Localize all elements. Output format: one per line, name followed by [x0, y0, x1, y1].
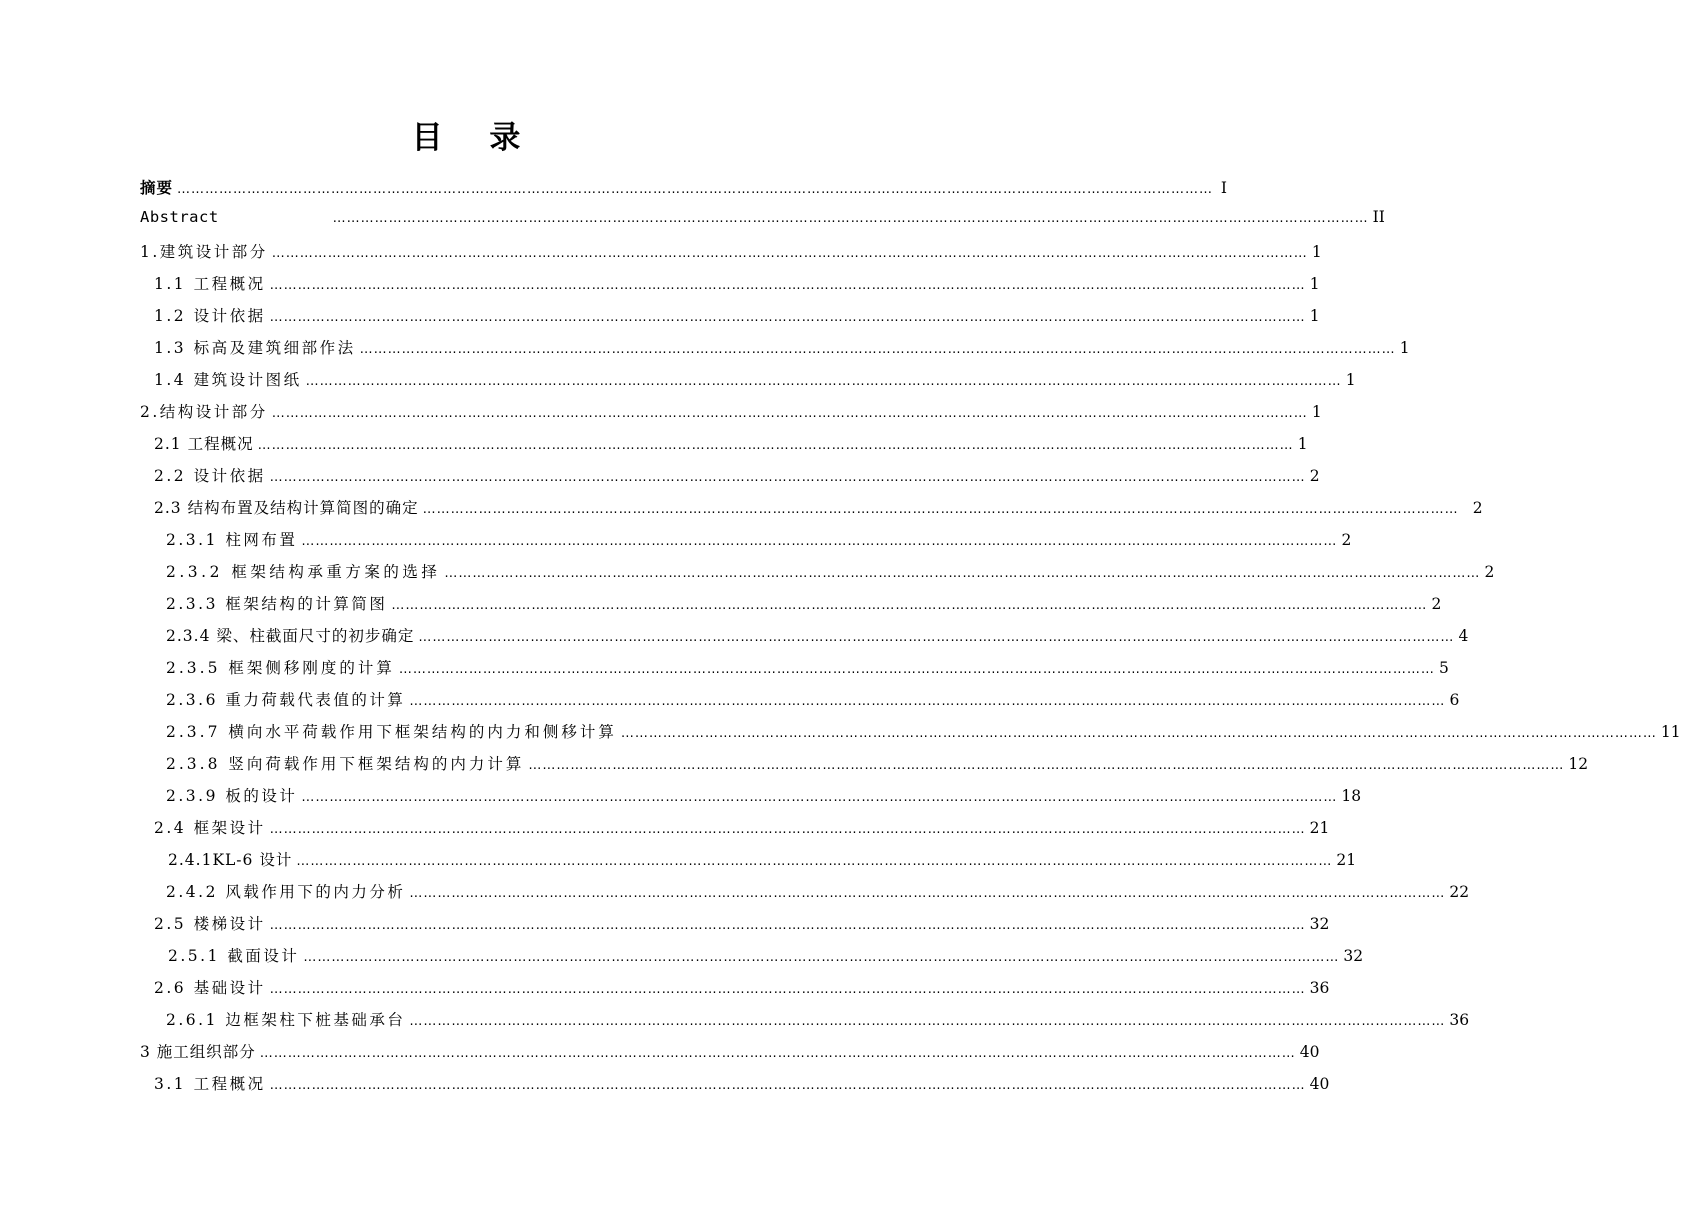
- toc-leader: ……………………………………………………………………………………………………………………………………………………………………………………………………: [269, 310, 1306, 325]
- toc-entry[interactable]: [140, 176, 1228, 204]
- toc-label: 1.1 工程概况: [154, 275, 266, 293]
- toc-entry[interactable]: [166, 656, 1449, 684]
- toc-entry[interactable]: [166, 624, 1469, 652]
- toc-label: 2.5.1 截面设计: [168, 947, 300, 965]
- toc-entry[interactable]: [168, 944, 1364, 972]
- toc-leader: ……………………………………………………………………………………………………………………………………………………………………………………………………: [418, 630, 1455, 645]
- toc-leader: ……………………………………………………………………………………………………………………………………………………………………………………………………: [269, 278, 1306, 293]
- toc-leader: ……………………………………………………………………………………………………………………………………………………………………………………………………: [301, 534, 1338, 549]
- toc-leader: ……………………………………………………………………………………………………………………………………………………………………………………………………: [305, 374, 1342, 389]
- toc-page: 1: [1311, 243, 1322, 261]
- toc-label: 1.2 设计依据: [154, 307, 266, 325]
- toc-label: 2.3.7 横向水平荷载作用下框架结构的内力和侧移计算: [166, 723, 617, 741]
- toc-page: 5: [1439, 659, 1449, 677]
- toc-page: 11: [1660, 723, 1681, 741]
- toc-label: 1.3 标高及建筑细部作法: [154, 339, 356, 357]
- toc-label: 2.3.5 框架侧移刚度的计算: [166, 659, 395, 677]
- toc-leader: ……………………………………………………………………………………………………………………………………………………………………………………………………: [301, 790, 1338, 805]
- toc-label: 2.4.1KL-6 设计: [168, 851, 293, 869]
- toc-page: 1: [1399, 339, 1410, 357]
- toc-entry[interactable]: [154, 464, 1320, 492]
- toc-entry[interactable]: [154, 304, 1320, 332]
- toc-leader: ……………………………………………………………………………………………………………………………………………………………………………………………………: [528, 758, 1565, 773]
- toc-leader: ……………………………………………………………………………………………………………………………………………………………………………………………………: [259, 1046, 1296, 1061]
- toc-page: 32: [1309, 915, 1330, 933]
- toc-label: 2.3.8 竖向荷载作用下框架结构的内力计算: [166, 755, 525, 773]
- toc-leader: ……………………………………………………………………………………………………………………………………………………………………………………………………: [269, 918, 1306, 933]
- toc-page: 2: [1431, 595, 1442, 613]
- toc-page: 2: [1309, 467, 1320, 485]
- toc-label: 2.结构设计部分: [140, 403, 268, 421]
- toc-page: 1: [1311, 403, 1322, 421]
- toc-page: II: [1372, 208, 1385, 226]
- toc-entry[interactable]: [154, 496, 1483, 524]
- toc-page: 21: [1336, 851, 1357, 869]
- toc-page: 2: [1341, 531, 1352, 549]
- toc-entry[interactable]: [154, 432, 1308, 460]
- toc-leader: ……………………………………………………………………………………………………………………………………………………………………………………………………: [391, 598, 1428, 613]
- toc-entry[interactable]: [166, 784, 1362, 812]
- toc-leader: ……………………………………………………………………………………………………………………………………………………………………………………………………: [257, 438, 1294, 453]
- toc-page: 40: [1299, 1043, 1320, 1061]
- toc-label: 2.3.4 梁、柱截面尺寸的初步确定: [166, 627, 415, 645]
- toc-entry[interactable]: [166, 752, 1589, 780]
- toc-leader: ……………………………………………………………………………………………………………………………………………………………………………………………………: [269, 982, 1306, 997]
- toc-entry[interactable]: [140, 208, 1385, 236]
- toc-leader: ……………………………………………………………………………………………………………………………………………………………………………………………………: [269, 822, 1306, 837]
- toc-label: 2.3.3 框架结构的计算简图: [166, 595, 388, 613]
- toc-page: 2: [1484, 563, 1495, 581]
- toc-entry[interactable]: [154, 912, 1330, 940]
- toc-page: 22: [1449, 883, 1470, 901]
- toc-page: 40: [1309, 1075, 1330, 1093]
- toc-label: 2.4.2 风载作用下的内力分析: [166, 883, 406, 901]
- toc-label: 摘要: [140, 179, 174, 197]
- toc-entry[interactable]: [154, 336, 1410, 364]
- toc-label: Abstract: [140, 208, 219, 226]
- toc-page: 21: [1309, 819, 1330, 837]
- toc-leader: ……………………………………………………………………………………………………………………………………………………………………………………………………: [359, 342, 1396, 357]
- toc-entry[interactable]: [154, 1072, 1330, 1100]
- toc-leader: ……………………………………………………………………………………………………………………………………………………………………………………………………: [271, 406, 1308, 421]
- toc-page: 1: [1309, 275, 1320, 293]
- toc-page: 18: [1341, 787, 1362, 805]
- toc-entry[interactable]: [166, 1008, 1470, 1036]
- toc-leader: ……………………………………………………………………………………………………………………………………………………………………………………………………: [177, 182, 1214, 197]
- toc-page: 36: [1309, 979, 1330, 997]
- toc-page: 6: [1449, 691, 1460, 709]
- toc-page: 32: [1343, 947, 1364, 965]
- page-title: 目 录: [411, 120, 539, 156]
- toc-leader: ……………………………………………………………………………………………………………………………………………………………………………………………………: [296, 854, 1333, 869]
- toc-leader: ……………………………………………………………………………………………………………………………………………………………………………………………………: [398, 662, 1435, 677]
- toc-leader: ……………………………………………………………………………………………………………………………………………………………………………………………………: [269, 1078, 1306, 1093]
- toc-page: 2: [1472, 499, 1483, 517]
- toc-label: 2.1 工程概况: [154, 435, 254, 453]
- toc-leader: ……………………………………………………………………………………………………………………………………………………………………………………………………: [444, 566, 1481, 581]
- toc-leader: ……………………………………………………………………………………………………………………………………………………………………………………………………: [422, 502, 1459, 517]
- toc-page: 4: [1458, 627, 1469, 645]
- toc-entry[interactable]: [166, 560, 1495, 588]
- toc-label: 2.3.2 框架结构承重方案的选择: [166, 563, 441, 581]
- toc-page: I: [1220, 179, 1228, 197]
- toc-label: 1.4 建筑设计图纸: [154, 371, 302, 389]
- toc-entry[interactable]: [154, 272, 1320, 300]
- toc-leader: ……………………………………………………………………………………………………………………………………………………………………………………………………: [409, 886, 1446, 901]
- toc-page: 1: [1297, 435, 1308, 453]
- toc-leader: ……………………………………………………………………………………………………………………………………………………………………………………………………: [332, 211, 1369, 226]
- toc-label: 2.3.9 板的设计: [166, 787, 298, 805]
- toc-label: 2.4 框架设计: [154, 819, 266, 837]
- toc-label: 3 施工组织部分: [140, 1043, 256, 1061]
- toc-label: 2.3 结构布置及结构计算简图的确定: [154, 499, 419, 517]
- toc-leader: ……………………………………………………………………………………………………………………………………………………………………………………………………: [620, 726, 1657, 741]
- toc-entry[interactable]: [140, 240, 1322, 268]
- toc-entry[interactable]: [140, 400, 1322, 428]
- toc-label: 2.2 设计依据: [154, 467, 266, 485]
- toc-entry[interactable]: [154, 976, 1330, 1004]
- toc-leader: ……………………………………………………………………………………………………………………………………………………………………………………………………: [269, 470, 1306, 485]
- toc-entry[interactable]: [166, 880, 1470, 908]
- toc-leader: ……………………………………………………………………………………………………………………………………………………………………………………………………: [409, 1014, 1446, 1029]
- toc-label: 2.6.1 边框架柱下桩基础承台: [166, 1011, 406, 1029]
- toc-entry[interactable]: [166, 720, 1681, 748]
- toc-label: 1.建筑设计部分: [140, 243, 268, 261]
- toc-label: 2.6 基础设计: [154, 979, 266, 997]
- toc-page: 36: [1449, 1011, 1470, 1029]
- toc-entry[interactable]: [166, 528, 1352, 556]
- toc-entry[interactable]: [166, 592, 1442, 620]
- toc-entry[interactable]: [140, 1040, 1320, 1068]
- toc-leader: ……………………………………………………………………………………………………………………………………………………………………………………………………: [303, 950, 1340, 965]
- toc-label: 2.3.6 重力荷载代表值的计算: [166, 691, 406, 709]
- toc-label: 2.3.1 柱网布置: [166, 531, 298, 549]
- toc-page: 1: [1309, 307, 1320, 325]
- toc-leader: ……………………………………………………………………………………………………………………………………………………………………………………………………: [409, 694, 1446, 709]
- toc-page: 1: [1345, 371, 1356, 389]
- toc-entry[interactable]: [168, 848, 1357, 876]
- toc-entry[interactable]: [166, 688, 1460, 716]
- toc-entry[interactable]: [154, 816, 1330, 844]
- toc-entry[interactable]: [154, 368, 1356, 396]
- toc-label: 3.1 工程概况: [154, 1075, 266, 1093]
- toc-page: 12: [1568, 755, 1589, 773]
- toc-label: 2.5 楼梯设计: [154, 915, 266, 933]
- toc-leader: ……………………………………………………………………………………………………………………………………………………………………………………………………: [271, 246, 1308, 261]
